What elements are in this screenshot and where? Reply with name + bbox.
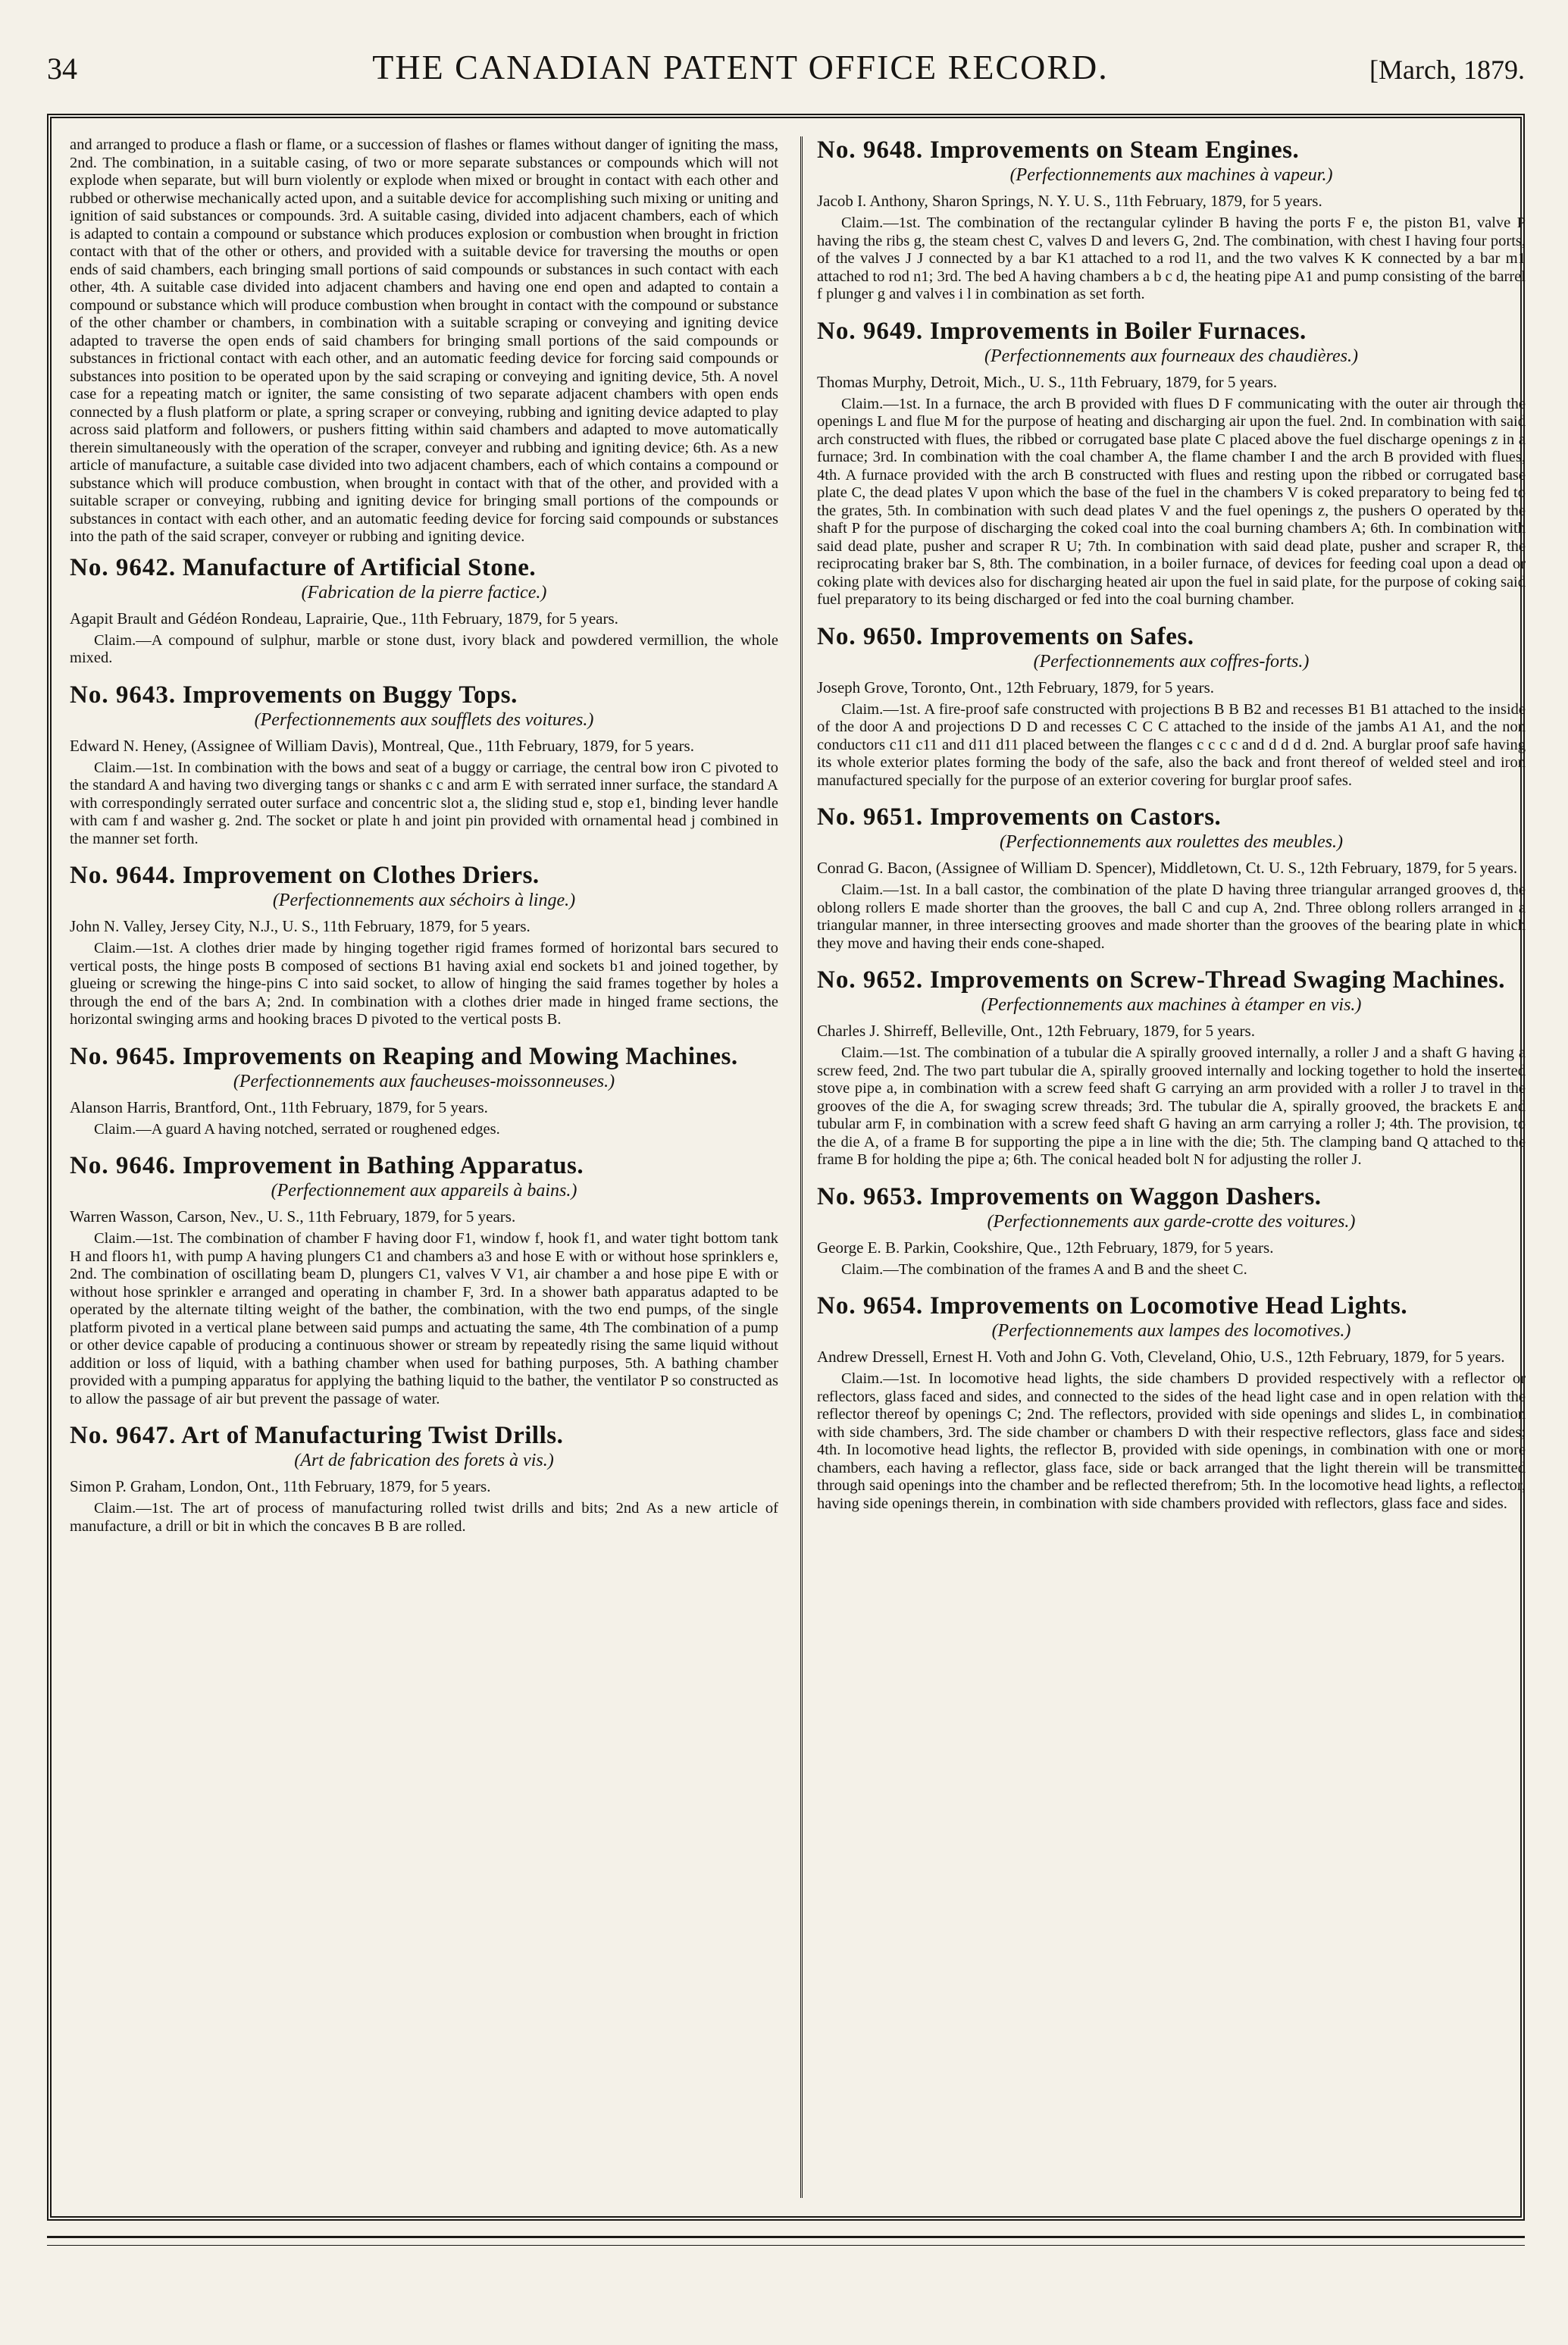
patentee: Joseph Grove, Toronto, Ont., 12th February, 1879, for 5 years. [817,678,1215,697]
patent-french-title: (Perfectionnements aux machines à vapeur.) [1009,165,1333,185]
patent-entry-9647 [70,1422,778,1536]
patent-title: Improvements on Castors. [929,803,1222,831]
patent-french-title: (Perfectionnements aux coffres-forts.) [1033,651,1310,672]
patent-french-title: (Perfectionnements aux machines à étamper en vis.) [981,995,1362,1015]
patent-title: Improvements on Reaping and Mowing Machines. [182,1042,738,1070]
patent-number: No. 9643. [70,681,177,709]
patent-number: No. 9645. [70,1042,177,1070]
patent-entry-9654 [817,1292,1526,1513]
patent-french-title: (Perfectionnements aux lampes des locomotives.) [991,1321,1351,1341]
patent-claim: Claim.—A compound of sulphur, marble or stone dust, ivory black and powdered vermillion, the whole mixed. [70,631,778,666]
patent-claim: Claim.—1st. The combination of a tubular die A spirally grooved internally, a roller J and a shaft G having a screw feed, 2nd. The two part tubular die A, spirally grooved internally and locking together to hold the inserted stove pipe a, in combination with a screw feed shaft G carrying an arm provided with a roller J to travel in the grooves of the die A, for swaging screw threads; 3rd. The tubular die A, spirally grooved, the brackets E and tubular arm F, in combination with a screw feed shaft G having an arm carrying a roller J; 4th. The provision, to the die A, of a frame B for supporting the pipe a in line with the die; 5th. The clamping band Q attached to the frame B for holding the pipe a; 6th. The conical headed bolt N for adjusting the roller J. [817,1044,1526,1168]
patent-french-title: (Perfectionnements aux fourneaux des chaudières.) [984,346,1358,366]
patent-claim: Claim.—1st. In a furnace, the arch B provided with flues D F communicating with the outer air through the openings L and flue M for the purpose of heating and discharging air upon the fuel. 2nd. In combination with said arch constructed with flues, the ribbed or corrugated base plate C placed above the fuel discharge openings z in a furnace; 3rd. In combination with the coal chamber A, the flame chamber I and the arch B provided with flues, 4th. A furnace provided with the arch B constructed with flues and resting upon the ribbed or corrugated base plate C, the dead plates V upon which the base of the fuel in the chambers V is coked preparatory to being fed to the grates, 5th. In combination with such dead plates V and the fuel openings z, the pushers O operated by the shaft P for the purpose of discharging the coked coal into the coal burning chambers A; 6th. In combination with said dead plate, pusher and scraper R U; 7th. In combination with said dead plate, pusher and scraper R, the reciprocating braker bar S, 8th. The combination, in a boiler furnace, of devices for feeding coal upon a dead or coking plate with devices also for discharging heated air upon the fuel in said plate, for the purpose of coking said fuel preparatory to its being discharged or fed into the coal burning chamber. [817,395,1526,608]
patent-title: Improvements in Boiler Furnaces. [929,317,1307,345]
page-number: 34 [47,52,77,86]
patent-entry-9642 [70,554,778,668]
patent-title: Improvements on Locomotive Head Lights. [929,1292,1408,1320]
patentee: Alanson Harris, Brantford, Ont., 11th February, 1879, for 5 years. [70,1097,488,1116]
patent-claim: Claim.—1st. A clothes drier made by hinging together rigid frames formed of horizontal bars secured to vertical posts, the hinge posts B composed of sections B1 having axial end sockets b1 and joined together, by glueing or screwing the hinge-pins C into said socket, to allow of hinging the said frames together by holes a through the end of the bars A; 2nd. In combination with a clothes drier made in hinged frame sections, the horizontal swinging arms and hooking braces D pivoted to the vertical posts B. [70,940,778,1028]
patent-title: Improvements on Steam Engines. [929,136,1300,164]
patent-number: No. 9650. [817,622,924,650]
patentee: Warren Wasson, Carson, Nev., U. S., 11th February, 1879, for 5 years. [70,1207,516,1226]
patent-number: No. 9648. [817,136,924,164]
patent-entry-9645 [70,1043,778,1139]
patent-title: Improvements on Screw-Thread Swaging Machines. [929,966,1505,994]
patent-heading [70,681,778,709]
patent-french-title: (Perfectionnements aux séchoirs à linge.) [272,891,576,910]
patent-entry-9644 [70,862,778,1029]
patent-number: No. 9644. [70,862,177,889]
patent-claim: Claim.—1st. The art of process of manufacturing rolled twist drills and bits; 2nd As a new article of manufacture, a drill or bit in which the concaves B B are rolled. [70,1500,778,1535]
patent-title: Improvements on Safes. [929,622,1194,650]
patentee: Conrad G. Bacon, (Assignee of William D. Spencer), Middletown, Ct. U. S., 12th February, 1879, for 5 years. [817,859,1518,877]
patent-number: No. 9647. [70,1422,177,1449]
patentee: Simon P. Graham, London, Ont., 11th February, 1879, for 5 years. [70,1477,491,1495]
patent-french-title: (Perfectionnements aux faucheuses-moissonneuses.) [233,1071,615,1091]
issue-date: [March, 1879. [1369,55,1525,85]
patent-heading [817,1183,1526,1210]
patent-claim: Claim.—1st. The combination of the rectangular cylinder B having the ports F e, the piston B1, valve P having the ribs g, the steam chest C, valves D and levers G, 2nd. The combination, with chest I having four ports, of the valves J J connected by a bar K1 attached to a rod l1, and the two valves K K connected by a bar m1 attached to rod n1; 3rd. The bed A having chambers a b c d, the heating pipe A1 and pump consisting of the barrel f plunger g and valves i l in combination as set forth. [817,214,1526,302]
bottom-rule [47,2236,1525,2238]
patent-french-title: (Perfectionnement aux appareils à bains.) [271,1181,577,1201]
patent-title: Manufacture of Artificial Stone. [182,553,537,581]
patentee: Charles J. Shirreff, Belleville, Ont., 12th February, 1879, for 5 years. [817,1022,1255,1040]
patent-number: No. 9651. [817,803,924,831]
patentee: Andrew Dressell, Ernest H. Voth and John G. Voth, Cleveland, Ohio, U.S., 12th February, 1879, for 5 years. [817,1348,1505,1366]
patent-french-title: (Perfectionnements aux roulettes des meubles.) [1000,832,1343,852]
column-divider [800,136,803,2198]
patent-heading [817,1292,1526,1320]
patentee: Edward N. Heney, (Assignee of William Davis), Montreal, Que., 11th February, 1879, for 5 years. [70,736,694,755]
patent-entry-9643 [70,681,778,849]
patent-french-title: (Perfectionnements aux garde-crotte des voitures.) [987,1211,1356,1232]
patent-number: No. 9654. [817,1292,924,1320]
patent-french-title: (Fabrication de la pierre factice.) [301,582,547,603]
patentee: George E. B. Parkin, Cookshire, Que., 12th February, 1879, for 5 years. [817,1238,1274,1257]
patent-claim: Claim.—1st. The combination of chamber F having door F1, window f, hook f1, and water tight bottom tank H and floors h1, with pump A having plungers C1 and chambers a3 and hose E with or without hose sprinklers e, 2nd. The combination of oscillating beam D, plungers C1, valves V V1, air chamber a and hose pipe E with or without hose sprinkler e arranged and operating in chamber F, 3rd. In a shower bath apparatus adapted to be operated by the alternate tilting weight of the bather, the combination, with the two end pumps, of the single platform pivoted in a vertical plane between said pumps and actuating the same, 4th The combination of a pump or other device capable of producing a continuous shower or stream by repeatedly rising the same liquid without addition or loss of liquid, with a bathing chamber when used for bathing purposes, 5th. A bathing chamber provided with a pumping apparatus for applying the bathing liquid to the bather, the ventilator P so constructed as to allow the passage of air but prevent the passage of water. [70,1230,778,1407]
patent-heading [70,554,778,581]
patent-heading [70,1043,778,1070]
patent-title: Improvement on Clothes Driers. [182,862,540,889]
patent-heading [817,318,1526,345]
patent-title: Improvements on Waggon Dashers. [929,1182,1322,1210]
journal-title: THE CANADIAN PATENT OFFICE RECORD. [372,48,1109,86]
left-column [70,136,778,2202]
running-head [47,47,1525,100]
right-column [817,136,1526,2202]
patent-entry-9650 [817,623,1526,791]
patentee: John N. Valley, Jersey City, N.J., U. S., 11th February, 1879, for 5 years. [70,917,530,935]
patent-claim: Claim.—1st. In combination with the bows and seat of a buggy or carriage, the central bow iron C pivoted to the standard A and having two diverging tangs or shanks c c and arm E with serrated inner surface, the standard A with correspondingly serrated outer surface and concentric slot a, the sliding stud e, stop e1, binding lever handle with cam f and washer g. 2nd. The socket or plate h and joint pin provided with ornamental head j combined in the manner set forth. [70,759,778,847]
patentee: Jacob I. Anthony, Sharon Springs, N. Y. U. S., 11th February, 1879, for 5 years. [817,192,1322,210]
patent-entry-9646 [70,1152,778,1408]
patent-french-title: (Art de fabrication des forets à vis.) [294,1451,554,1470]
patent-heading [70,862,778,889]
patent-title: Improvement in Bathing Apparatus. [182,1152,584,1179]
patent-number: No. 9646. [70,1152,177,1179]
patent-number: No. 9649. [817,317,924,345]
patent-claim: Claim.—1st. A fire-proof safe constructed with projections B B B2 and recesses B1 B1 attached to the inside of the door A and projections D D and recesses C C C attached to the inside of the jambs A1 A1, and the non conductors c11 c11 and d11 d11 placed between the flanges c c c c and d d d d. 2nd. A burglar proof safe having its whole exterior plates forming the body of the safe, also the back and front thereof of welded steel and iron manufactured specially for the purpose of an exterior covering for burglar proof safes. [817,700,1526,789]
patent-heading [70,1152,778,1179]
patent-number: No. 9653. [817,1182,924,1210]
patent-number: No. 9642. [70,553,177,581]
patent-title: Art of Manufacturing Twist Drills. [181,1422,564,1449]
patent-entry-9653 [817,1183,1526,1279]
patent-entry-9651 [817,803,1526,953]
patent-claim: Claim.—The combination of the frames A and B and the sheet C. [841,1260,1247,1278]
bottom-rule-thin [47,2245,1525,2246]
patent-entry-9648 [817,136,1526,304]
patentee: Agapit Brault and Gédéon Rondeau, Laprairie, Que., 11th February, 1879, for 5 years. [70,609,618,628]
patentee: Thomas Murphy, Detroit, Mich., U. S., 11th February, 1879, for 5 years. [817,372,1278,391]
patent-claim: Claim.—1st. In a ball castor, the combination of the plate D having three triangular arranged grooves d, the oblong rollers E made shorter than the grooves, the ball C and cup A, 2nd. Three oblong rollers arranged in a triangular manner, in three intersecting grooves and made shorter than the grooves of the bearing plate in which they move and having their ends cone-shaped. [817,881,1526,952]
patent-heading [817,136,1526,164]
patent-heading [817,803,1526,831]
patent-title: Improvements on Buggy Tops. [182,681,518,709]
patent-claim: Claim.—1st. In locomotive head lights, the side chambers D provided respectively with a reflector or reflectors, glass faced and sides, and connected to the sides of the head light case and in open relation with the reflector thereof by openings C; 2nd. The reflectors, provided with side openings and slides L, in combination with side chambers, 3rd. The side chamber or chambers D with their respective reflectors, glass face and sides; 4th. In locomotive head lights, the reflector B, provided with side openings, in combination with one or more chambers, each having a reflector, glass face, side or back arranged that the light therein will be transmitted through said openings into the chamber and be reflected therefrom; 5th. In the locomotive head lights, a reflector, having side openings therein, in combination with side chambers provided with reflectors, glass face and sides. [817,1370,1526,1512]
patent-number: No. 9652. [817,966,924,994]
patent-entry-9652 [817,966,1526,1169]
patent-french-title: (Perfectionnements aux soufflets des voitures.) [254,709,594,730]
patent-entry-9649 [817,318,1526,609]
patent-heading [817,623,1526,650]
patent-heading [70,1422,778,1449]
patent-claim: Claim.—A guard A having notched, serrated or roughened edges. [94,1120,500,1138]
patent-heading [817,966,1526,994]
continuation-text: and arranged to produce a flash or flame, or a succession of flashes or flames without danger of igniting the mass, 2nd. The combination, in a suitable casing, of two or more separate substances or compounds which will not explode when separate, but will burn violently or explode when mixed or brought in contact with each other and rubbed or otherwise mechanically acted upon, and a suitable device for accomplishing such mixing or uniting and ignition of said substances or compounds. 3rd. A suitable casing, divided into adjacent chambers, each of which is adapted to contain a compound or substance which produces explosion or combustion when brought in friction contact with that of the other or others, and provided with a suitable device for traversing the mouths or open ends of said chambers, each bringing small portions of said compounds or substances in such contact with each other, 4th. A suitable case divided into adjacent chambers and having one end open and adapted to contain a compound or substance which will produce combustion when brought in contact with the compound or substance of the other chamber or chambers, in combination with a suitable scraping or conveying and igniting device adapted to traverse the open ends of said chambers for bringing small portions of the said compounds or substances in frictional contact with each other, and an automatic feeding device for forcing said compounds or substances into position to be operated upon by the said scraping or conveying and igniting device, 5th. A novel case for a repeating match or igniter, the same consisting of two separate adjacent chambers with open ends connected by a flush platform or plate, a spring scraper or conveying, rubbing and igniting device adapted to play across said platform and followers, or pushers fitting within said chambers and adapted to move automatically therein simultaneously with the operation of the scraper, conveyer and rubbing and igniting device; 6th. As a new article of manufacture, a suitable case divided into two adjacent chambers, each of which contains a compound or substance which will produce combustion, when brought in contact with that of the other, and provided with a suitable scraper or conveying, rubbing and igniting device for bringing small portions of the compounds or substances in contact with each other, and an automatic feeding device for forcing said compounds or substances into the path of the said scraper, conveyer or rubbing and igniting device. [70,136,778,545]
